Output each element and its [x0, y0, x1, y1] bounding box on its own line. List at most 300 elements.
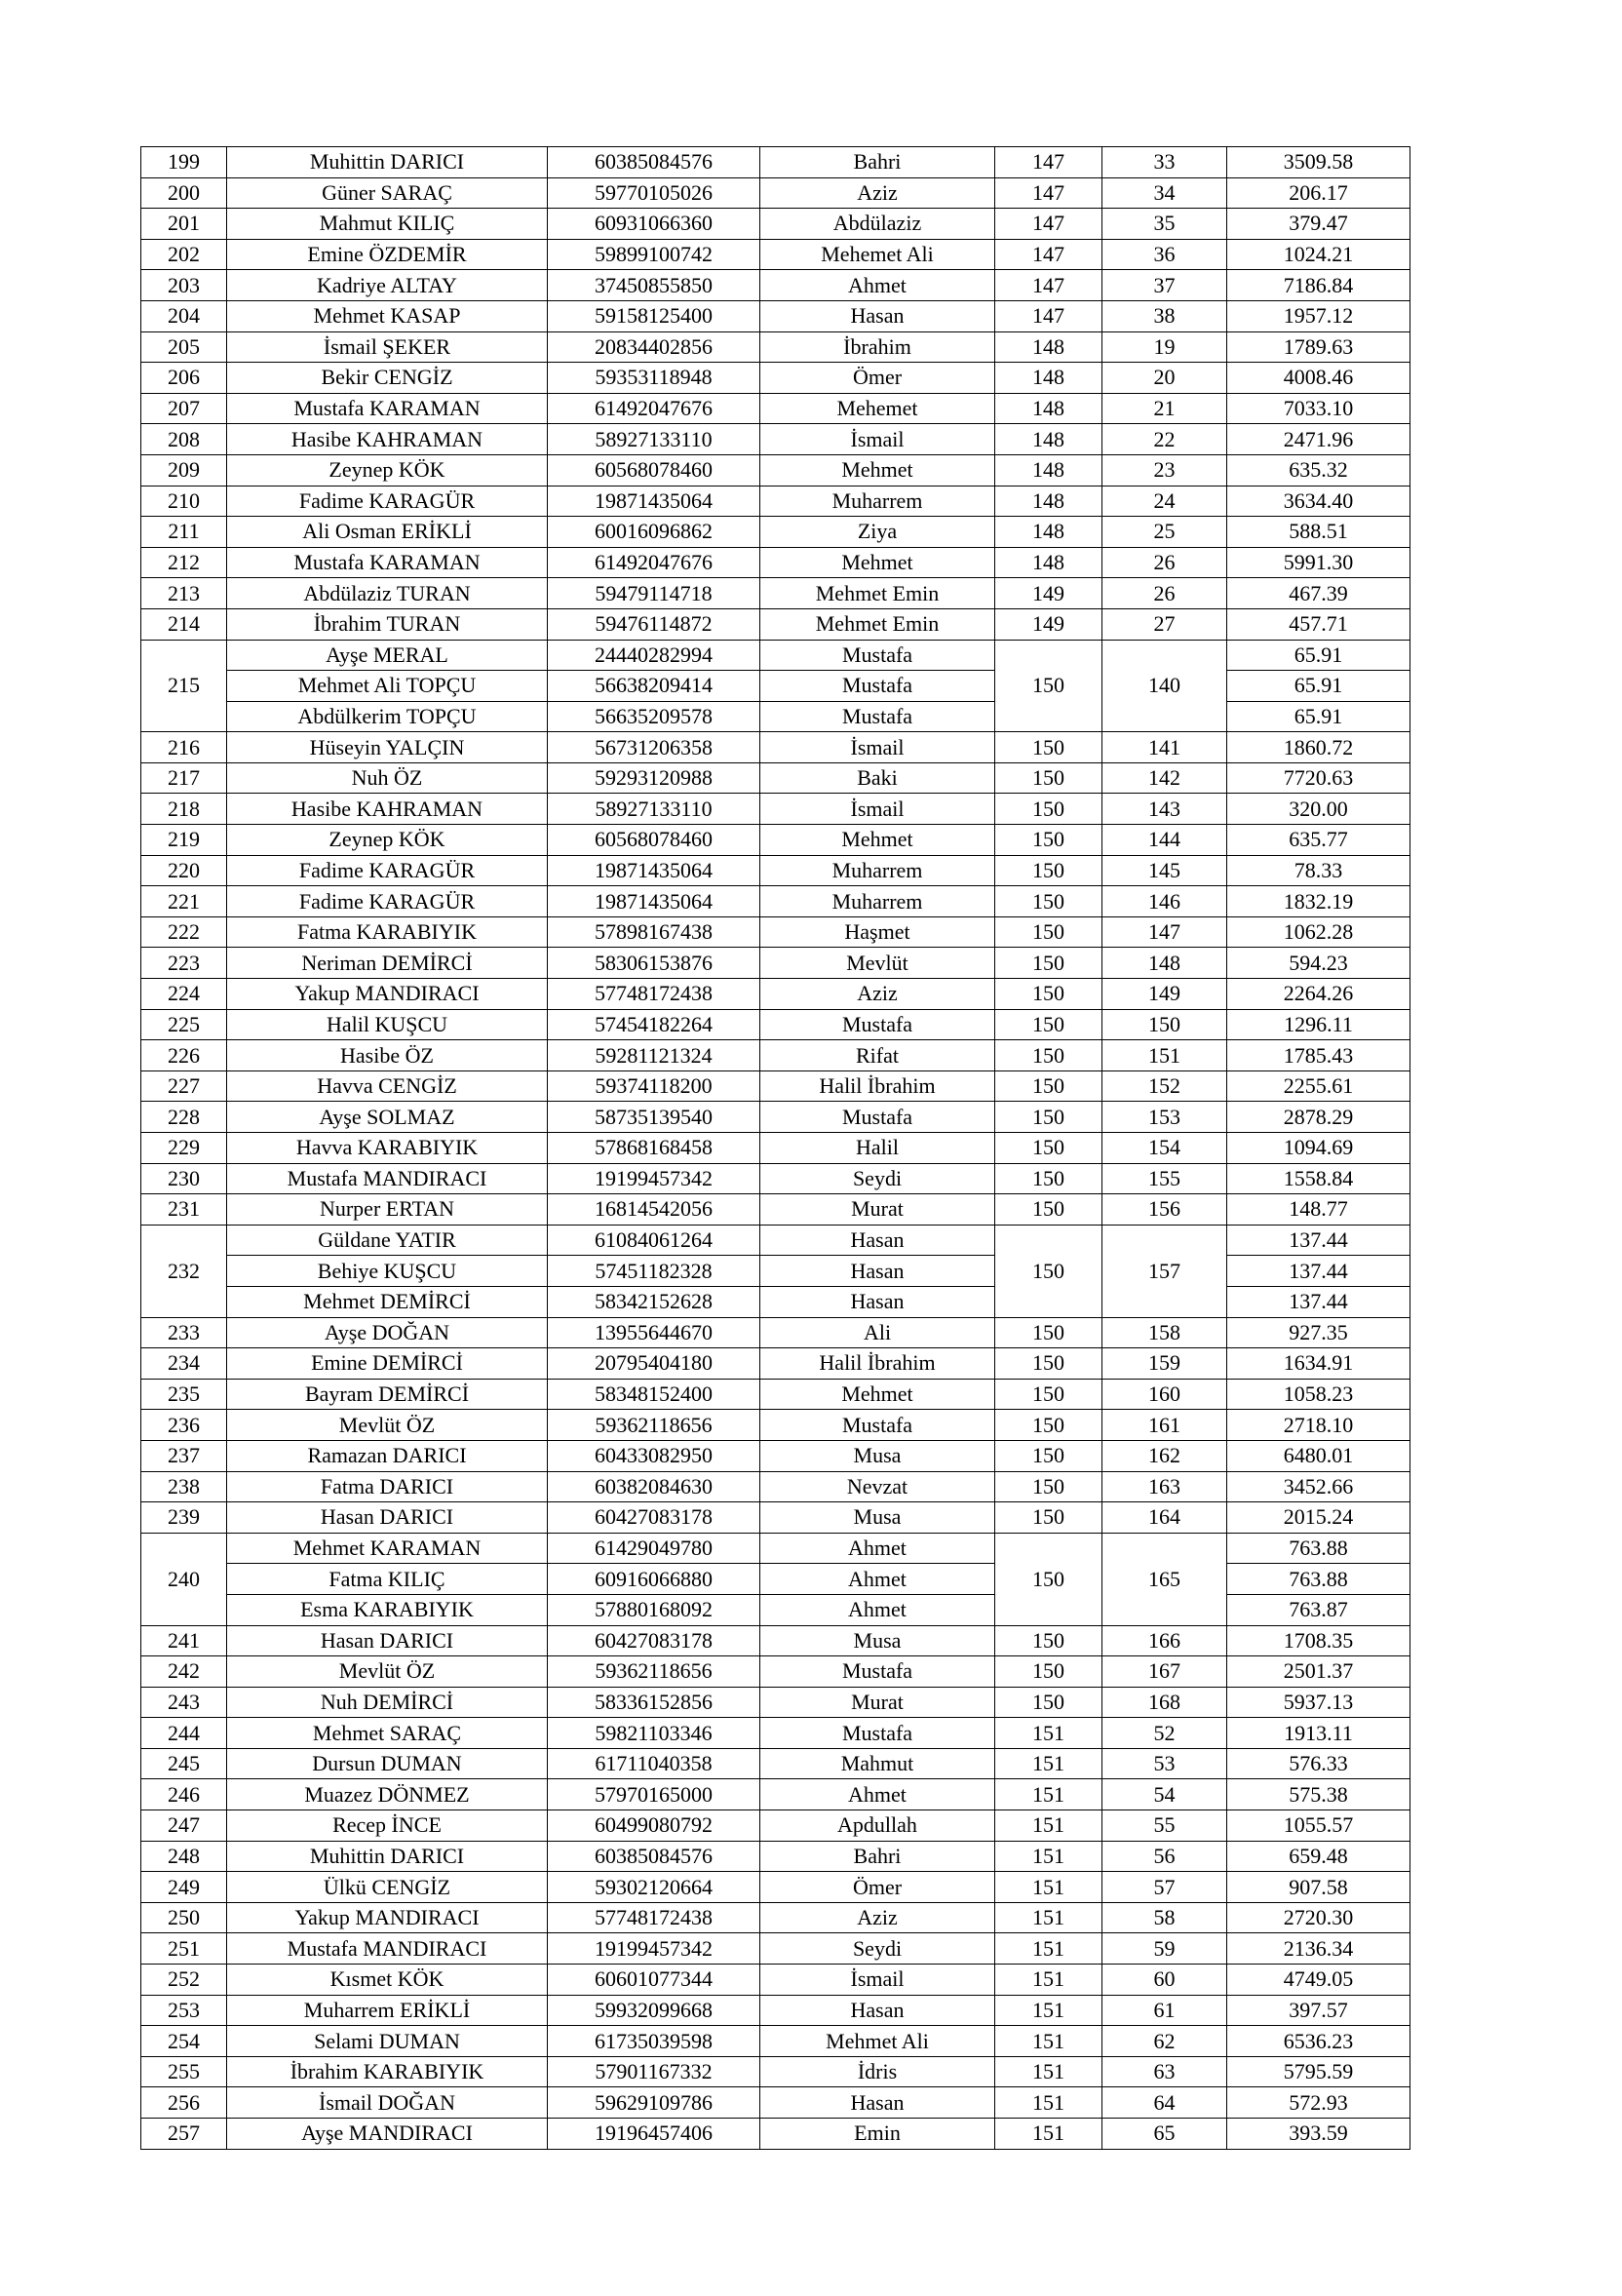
id-number-cell: 60427083178 [548, 1625, 760, 1656]
id-number-cell: 56635209578 [548, 701, 760, 732]
block-number-cell: 150 [995, 640, 1102, 732]
block-number-cell: 151 [995, 1933, 1102, 1965]
amount-cell: 594.23 [1227, 948, 1410, 979]
row-number-cell: 225 [141, 1009, 227, 1040]
owner-name-cell: Emine ÖZDEMİR [227, 239, 548, 270]
owner-name-cell: Dursun DUMAN [227, 1748, 548, 1779]
owner-name-cell: Mahmut KILIÇ [227, 209, 548, 240]
parcel-number-cell: 167 [1102, 1656, 1227, 1688]
amount-cell: 763.88 [1227, 1564, 1410, 1595]
block-number-cell: 150 [995, 1225, 1102, 1317]
row-number-cell: 255 [141, 2056, 227, 2087]
table-row [141, 608, 1410, 640]
table-row [141, 1718, 1410, 1749]
block-number-cell: 150 [995, 948, 1102, 979]
block-number-cell: 150 [995, 1440, 1102, 1471]
block-number-cell: 150 [995, 1102, 1102, 1133]
table-row [141, 1009, 1410, 1040]
block-number-cell: 150 [995, 855, 1102, 886]
owner-name-cell: Mehmet KARAMAN [227, 1533, 548, 1564]
id-number-cell: 57880168092 [548, 1594, 760, 1625]
block-number-cell: 151 [995, 2087, 1102, 2119]
id-number-cell: 58927133110 [548, 794, 760, 825]
id-number-cell: 60916066880 [548, 1564, 760, 1595]
table-row [141, 1410, 1410, 1441]
father-name-cell: Musa [760, 1625, 995, 1656]
table-row [141, 209, 1410, 240]
father-name-cell: Muharrem [760, 855, 995, 886]
block-number-cell: 150 [995, 762, 1102, 794]
owner-name-cell: Ayşe DOĞAN [227, 1317, 548, 1348]
block-number-cell: 151 [995, 1902, 1102, 1933]
id-number-cell: 19196457406 [548, 2119, 760, 2150]
father-name-cell: Ziya [760, 517, 995, 548]
table-row [141, 424, 1410, 455]
id-number-cell: 20834402856 [548, 331, 760, 363]
id-number-cell: 59362118656 [548, 1410, 760, 1441]
table-row [141, 1995, 1410, 2026]
owner-name-cell: Zeynep KÖK [227, 825, 548, 856]
block-number-cell: 150 [995, 886, 1102, 917]
father-name-cell: Haşmet [760, 916, 995, 948]
id-number-cell: 19871435064 [548, 486, 760, 517]
id-number-cell: 59362118656 [548, 1656, 760, 1688]
owner-name-cell: Fadime KARAGÜR [227, 486, 548, 517]
table-row [141, 1933, 1410, 1965]
amount-cell: 659.48 [1227, 1841, 1410, 1872]
amount-cell: 575.38 [1227, 1779, 1410, 1810]
id-number-cell: 60499080792 [548, 1810, 760, 1842]
table-row [141, 916, 1410, 948]
parcel-number-cell: 24 [1102, 486, 1227, 517]
block-number-cell: 148 [995, 517, 1102, 548]
parcel-number-cell: 34 [1102, 177, 1227, 209]
table-row [141, 1471, 1410, 1502]
id-number-cell: 57898167438 [548, 916, 760, 948]
parcel-number-cell: 26 [1102, 578, 1227, 609]
table-row [141, 300, 1410, 331]
amount-cell: 1957.12 [1227, 300, 1410, 331]
amount-cell: 148.77 [1227, 1194, 1410, 1226]
amount-cell: 572.93 [1227, 2087, 1410, 2119]
owner-name-cell: Selami DUMAN [227, 2026, 548, 2057]
owner-name-cell: Zeynep KÖK [227, 454, 548, 486]
table-row [141, 331, 1410, 363]
parcel-number-cell: 20 [1102, 363, 1227, 394]
row-number-cell: 247 [141, 1810, 227, 1842]
id-number-cell: 24440282994 [548, 640, 760, 671]
id-number-cell: 13955644670 [548, 1317, 760, 1348]
father-name-cell: Muharrem [760, 486, 995, 517]
father-name-cell: Muharrem [760, 886, 995, 917]
amount-cell: 927.35 [1227, 1317, 1410, 1348]
id-number-cell: 60382084630 [548, 1471, 760, 1502]
table-row [141, 1070, 1410, 1102]
amount-cell: 5795.59 [1227, 2056, 1410, 2087]
id-number-cell: 37450855850 [548, 270, 760, 301]
father-name-cell: Ahmet [760, 1533, 995, 1564]
parcel-number-cell: 19 [1102, 331, 1227, 363]
father-name-cell: Ömer [760, 363, 995, 394]
row-number-cell: 221 [141, 886, 227, 917]
row-number-cell: 236 [141, 1410, 227, 1441]
table-row [141, 855, 1410, 886]
row-number-cell: 245 [141, 1748, 227, 1779]
table-row [141, 1841, 1410, 1872]
amount-cell: 2015.24 [1227, 1502, 1410, 1534]
row-number-cell: 239 [141, 1502, 227, 1534]
block-number-cell: 151 [995, 2119, 1102, 2150]
row-number-cell: 207 [141, 393, 227, 424]
id-number-cell: 60568078460 [548, 825, 760, 856]
table-row [141, 393, 1410, 424]
table-body [141, 147, 1410, 2150]
id-number-cell: 20795404180 [548, 1348, 760, 1380]
father-name-cell: İbrahim [760, 331, 995, 363]
owner-name-cell: Fatma KARABIYIK [227, 916, 548, 948]
id-number-cell: 58348152400 [548, 1379, 760, 1410]
table-row [141, 1502, 1410, 1534]
id-number-cell: 59281121324 [548, 1040, 760, 1071]
row-number-cell: 234 [141, 1348, 227, 1380]
table-row [141, 1040, 1410, 1071]
owner-name-cell: Muazez DÖNMEZ [227, 1779, 548, 1810]
amount-cell: 393.59 [1227, 2119, 1410, 2150]
row-number-cell: 227 [141, 1070, 227, 1102]
parcel-number-cell: 64 [1102, 2087, 1227, 2119]
row-number-cell: 218 [141, 794, 227, 825]
id-number-cell: 60016096862 [548, 517, 760, 548]
owner-name-cell: Mehmet Ali TOPÇU [227, 671, 548, 702]
row-number-cell: 212 [141, 547, 227, 578]
row-number-cell: 249 [141, 1872, 227, 1903]
row-number-cell: 214 [141, 608, 227, 640]
amount-cell: 4749.05 [1227, 1965, 1410, 1996]
block-number-cell: 150 [995, 1625, 1102, 1656]
block-number-cell: 151 [995, 2056, 1102, 2087]
id-number-cell: 61084061264 [548, 1225, 760, 1256]
block-number-cell: 150 [995, 1502, 1102, 1534]
row-number-cell: 241 [141, 1625, 227, 1656]
father-name-cell: Seydi [760, 1163, 995, 1194]
parcel-number-cell: 165 [1102, 1533, 1227, 1625]
owner-name-cell: Fadime KARAGÜR [227, 855, 548, 886]
owner-name-cell: Mustafa KARAMAN [227, 393, 548, 424]
id-number-cell: 61492047676 [548, 393, 760, 424]
parcel-number-cell: 61 [1102, 1995, 1227, 2026]
block-number-cell: 151 [995, 1748, 1102, 1779]
amount-cell: 907.58 [1227, 1872, 1410, 1903]
id-number-cell: 60568078460 [548, 454, 760, 486]
father-name-cell: Ahmet [760, 1564, 995, 1595]
row-number-cell: 240 [141, 1533, 227, 1625]
father-name-cell: Ahmet [760, 270, 995, 301]
block-number-cell: 148 [995, 424, 1102, 455]
father-name-cell: Mustafa [760, 1656, 995, 1688]
id-number-cell: 60385084576 [548, 1841, 760, 1872]
owner-name-cell: Hasibe KAHRAMAN [227, 794, 548, 825]
row-number-cell: 206 [141, 363, 227, 394]
parcel-number-cell: 162 [1102, 1440, 1227, 1471]
father-name-cell: Hasan [760, 300, 995, 331]
block-number-cell: 148 [995, 486, 1102, 517]
table-row [141, 2119, 1410, 2150]
table-row [141, 762, 1410, 794]
parcel-number-cell: 145 [1102, 855, 1227, 886]
amount-cell: 1789.63 [1227, 331, 1410, 363]
owner-name-cell: Güldane YATIR [227, 1225, 548, 1256]
amount-cell: 1913.11 [1227, 1718, 1410, 1749]
table-row [141, 640, 1410, 671]
row-number-cell: 231 [141, 1194, 227, 1226]
row-number-cell: 226 [141, 1040, 227, 1071]
table-row [141, 2056, 1410, 2087]
table-row [141, 1348, 1410, 1380]
parcel-number-cell: 141 [1102, 732, 1227, 763]
owner-name-cell: Abdülaziz TURAN [227, 578, 548, 609]
table-row [141, 1317, 1410, 1348]
amount-cell: 1634.91 [1227, 1348, 1410, 1380]
father-name-cell: Mevlüt [760, 948, 995, 979]
amount-cell: 1832.19 [1227, 886, 1410, 917]
amount-cell: 2471.96 [1227, 424, 1410, 455]
table-row [141, 1810, 1410, 1842]
row-number-cell: 254 [141, 2026, 227, 2057]
block-number-cell: 150 [995, 1070, 1102, 1102]
id-number-cell: 59476114872 [548, 608, 760, 640]
parcel-number-cell: 157 [1102, 1225, 1227, 1317]
parcel-number-cell: 37 [1102, 270, 1227, 301]
amount-cell: 1094.69 [1227, 1133, 1410, 1164]
owners-table [140, 146, 1410, 2150]
amount-cell: 7033.10 [1227, 393, 1410, 424]
row-number-cell: 200 [141, 177, 227, 209]
amount-cell: 576.33 [1227, 1748, 1410, 1779]
owner-name-cell: Hasan DARICI [227, 1502, 548, 1534]
id-number-cell: 57454182264 [548, 1009, 760, 1040]
owner-name-cell: Nuh DEMİRCİ [227, 1687, 548, 1718]
block-number-cell: 151 [995, 2026, 1102, 2057]
parcel-number-cell: 23 [1102, 454, 1227, 486]
father-name-cell: Mehmet [760, 454, 995, 486]
parcel-number-cell: 154 [1102, 1133, 1227, 1164]
amount-cell: 78.33 [1227, 855, 1410, 886]
parcel-number-cell: 149 [1102, 979, 1227, 1010]
father-name-cell: Abdülaziz [760, 209, 995, 240]
parcel-number-cell: 62 [1102, 2026, 1227, 2057]
row-number-cell: 257 [141, 2119, 227, 2150]
owner-name-cell: Ayşe MANDIRACI [227, 2119, 548, 2150]
owner-name-cell: Hüseyin YALÇIN [227, 732, 548, 763]
amount-cell: 3509.58 [1227, 147, 1410, 178]
amount-cell: 5937.13 [1227, 1687, 1410, 1718]
parcel-number-cell: 155 [1102, 1163, 1227, 1194]
id-number-cell: 59629109786 [548, 2087, 760, 2119]
owner-name-cell: Hasibe KAHRAMAN [227, 424, 548, 455]
father-name-cell: Musa [760, 1502, 995, 1534]
id-number-cell: 57451182328 [548, 1256, 760, 1287]
parcel-number-cell: 35 [1102, 209, 1227, 240]
amount-cell: 1296.11 [1227, 1009, 1410, 1040]
father-name-cell: Halil [760, 1133, 995, 1164]
owner-name-cell: İsmail ŞEKER [227, 331, 548, 363]
father-name-cell: Hasan [760, 1225, 995, 1256]
block-number-cell: 150 [995, 1133, 1102, 1164]
block-number-cell: 151 [995, 1841, 1102, 1872]
amount-cell: 2255.61 [1227, 1070, 1410, 1102]
father-name-cell: Hasan [760, 1256, 995, 1287]
owner-name-cell: Yakup MANDIRACI [227, 1902, 548, 1933]
father-name-cell: Mahmut [760, 1748, 995, 1779]
parcel-number-cell: 151 [1102, 1040, 1227, 1071]
owner-name-cell: Kısmet KÖK [227, 1965, 548, 1996]
amount-cell: 1058.23 [1227, 1379, 1410, 1410]
row-number-cell: 216 [141, 732, 227, 763]
father-name-cell: Ahmet [760, 1594, 995, 1625]
row-number-cell: 242 [141, 1656, 227, 1688]
parcel-number-cell: 52 [1102, 1718, 1227, 1749]
amount-cell: 1860.72 [1227, 732, 1410, 763]
table-row [141, 1656, 1410, 1688]
row-number-cell: 243 [141, 1687, 227, 1718]
id-number-cell: 57868168458 [548, 1133, 760, 1164]
owner-name-cell: Muharrem ERİKLİ [227, 1995, 548, 2026]
parcel-number-cell: 158 [1102, 1317, 1227, 1348]
row-number-cell: 251 [141, 1933, 227, 1965]
row-number-cell: 199 [141, 147, 227, 178]
table-row [141, 1533, 1410, 1564]
table-row [141, 1133, 1410, 1164]
row-number-cell: 220 [141, 855, 227, 886]
father-name-cell: Murat [760, 1687, 995, 1718]
block-number-cell: 150 [995, 1533, 1102, 1625]
parcel-number-cell: 150 [1102, 1009, 1227, 1040]
amount-cell: 588.51 [1227, 517, 1410, 548]
parcel-number-cell: 56 [1102, 1841, 1227, 1872]
owner-name-cell: Güner SARAÇ [227, 177, 548, 209]
id-number-cell: 57970165000 [548, 1779, 760, 1810]
id-number-cell: 60433082950 [548, 1440, 760, 1471]
owner-name-cell: Halil KUŞCU [227, 1009, 548, 1040]
block-number-cell: 151 [995, 1872, 1102, 1903]
parcel-number-cell: 27 [1102, 608, 1227, 640]
id-number-cell: 59479114718 [548, 578, 760, 609]
amount-cell: 6536.23 [1227, 2026, 1410, 2057]
father-name-cell: Baki [760, 762, 995, 794]
owner-name-cell: Ayşe SOLMAZ [227, 1102, 548, 1133]
father-name-cell: Hasan [760, 1995, 995, 2026]
id-number-cell: 19871435064 [548, 886, 760, 917]
row-number-cell: 224 [141, 979, 227, 1010]
owner-name-cell: Behiye KUŞCU [227, 1256, 548, 1287]
parcel-number-cell: 59 [1102, 1933, 1227, 1965]
block-number-cell: 148 [995, 393, 1102, 424]
father-name-cell: Mehmet [760, 825, 995, 856]
row-number-cell: 209 [141, 454, 227, 486]
row-number-cell: 246 [141, 1779, 227, 1810]
row-number-cell: 256 [141, 2087, 227, 2119]
parcel-number-cell: 147 [1102, 916, 1227, 948]
block-number-cell: 147 [995, 209, 1102, 240]
amount-cell: 65.91 [1227, 640, 1410, 671]
father-name-cell: Mehmet [760, 547, 995, 578]
parcel-number-cell: 146 [1102, 886, 1227, 917]
owner-name-cell: Esma KARABIYIK [227, 1594, 548, 1625]
father-name-cell: Nevzat [760, 1471, 995, 1502]
amount-cell: 206.17 [1227, 177, 1410, 209]
owner-name-cell: Nurper ERTAN [227, 1194, 548, 1226]
row-number-cell: 211 [141, 517, 227, 548]
amount-cell: 2264.26 [1227, 979, 1410, 1010]
id-number-cell: 58927133110 [548, 424, 760, 455]
row-number-cell: 253 [141, 1995, 227, 2026]
id-number-cell: 58336152856 [548, 1687, 760, 1718]
table-row [141, 979, 1410, 1010]
table-row [141, 1194, 1410, 1226]
parcel-number-cell: 57 [1102, 1872, 1227, 1903]
table-row [141, 1102, 1410, 1133]
father-name-cell: Mustafa [760, 640, 995, 671]
amount-cell: 763.87 [1227, 1594, 1410, 1625]
amount-cell: 379.47 [1227, 209, 1410, 240]
parcel-number-cell: 160 [1102, 1379, 1227, 1410]
owner-name-cell: Mustafa KARAMAN [227, 547, 548, 578]
owner-name-cell: Hasan DARICI [227, 1625, 548, 1656]
id-number-cell: 59821103346 [548, 1718, 760, 1749]
parcel-number-cell: 140 [1102, 640, 1227, 732]
father-name-cell: Mustafa [760, 1009, 995, 1040]
parcel-number-cell: 36 [1102, 239, 1227, 270]
id-number-cell: 59302120664 [548, 1872, 760, 1903]
owner-name-cell: Muhittin DARICI [227, 147, 548, 178]
id-number-cell: 19199457342 [548, 1163, 760, 1194]
block-number-cell: 148 [995, 454, 1102, 486]
father-name-cell: Ali [760, 1317, 995, 1348]
table-row [141, 948, 1410, 979]
id-number-cell: 60601077344 [548, 1965, 760, 1996]
id-number-cell: 60385084576 [548, 147, 760, 178]
owner-name-cell: Havva KARABIYIK [227, 1133, 548, 1164]
owner-name-cell: Fatma DARICI [227, 1471, 548, 1502]
amount-cell: 1708.35 [1227, 1625, 1410, 1656]
amount-cell: 1785.43 [1227, 1040, 1410, 1071]
row-number-cell: 210 [141, 486, 227, 517]
id-number-cell: 59353118948 [548, 363, 760, 394]
owner-name-cell: Emine DEMİRCİ [227, 1348, 548, 1380]
father-name-cell: Mehmet Emin [760, 578, 995, 609]
id-number-cell: 57748172438 [548, 1902, 760, 1933]
block-number-cell: 151 [995, 1779, 1102, 1810]
father-name-cell: Hasan [760, 2087, 995, 2119]
amount-cell: 5991.30 [1227, 547, 1410, 578]
table-row [141, 2087, 1410, 2119]
table-row [141, 1779, 1410, 1810]
owner-name-cell: Abdülkerim TOPÇU [227, 701, 548, 732]
block-number-cell: 151 [995, 1718, 1102, 1749]
table-row [141, 239, 1410, 270]
owner-name-cell: Mehmet SARAÇ [227, 1718, 548, 1749]
amount-cell: 6480.01 [1227, 1440, 1410, 1471]
id-number-cell: 58735139540 [548, 1102, 760, 1133]
parcel-number-cell: 143 [1102, 794, 1227, 825]
table-row [141, 1902, 1410, 1933]
block-number-cell: 147 [995, 239, 1102, 270]
block-number-cell: 147 [995, 177, 1102, 209]
amount-cell: 7720.63 [1227, 762, 1410, 794]
father-name-cell: Mustafa [760, 1410, 995, 1441]
row-number-cell: 223 [141, 948, 227, 979]
owner-name-cell: Mustafa MANDIRACI [227, 1933, 548, 1965]
